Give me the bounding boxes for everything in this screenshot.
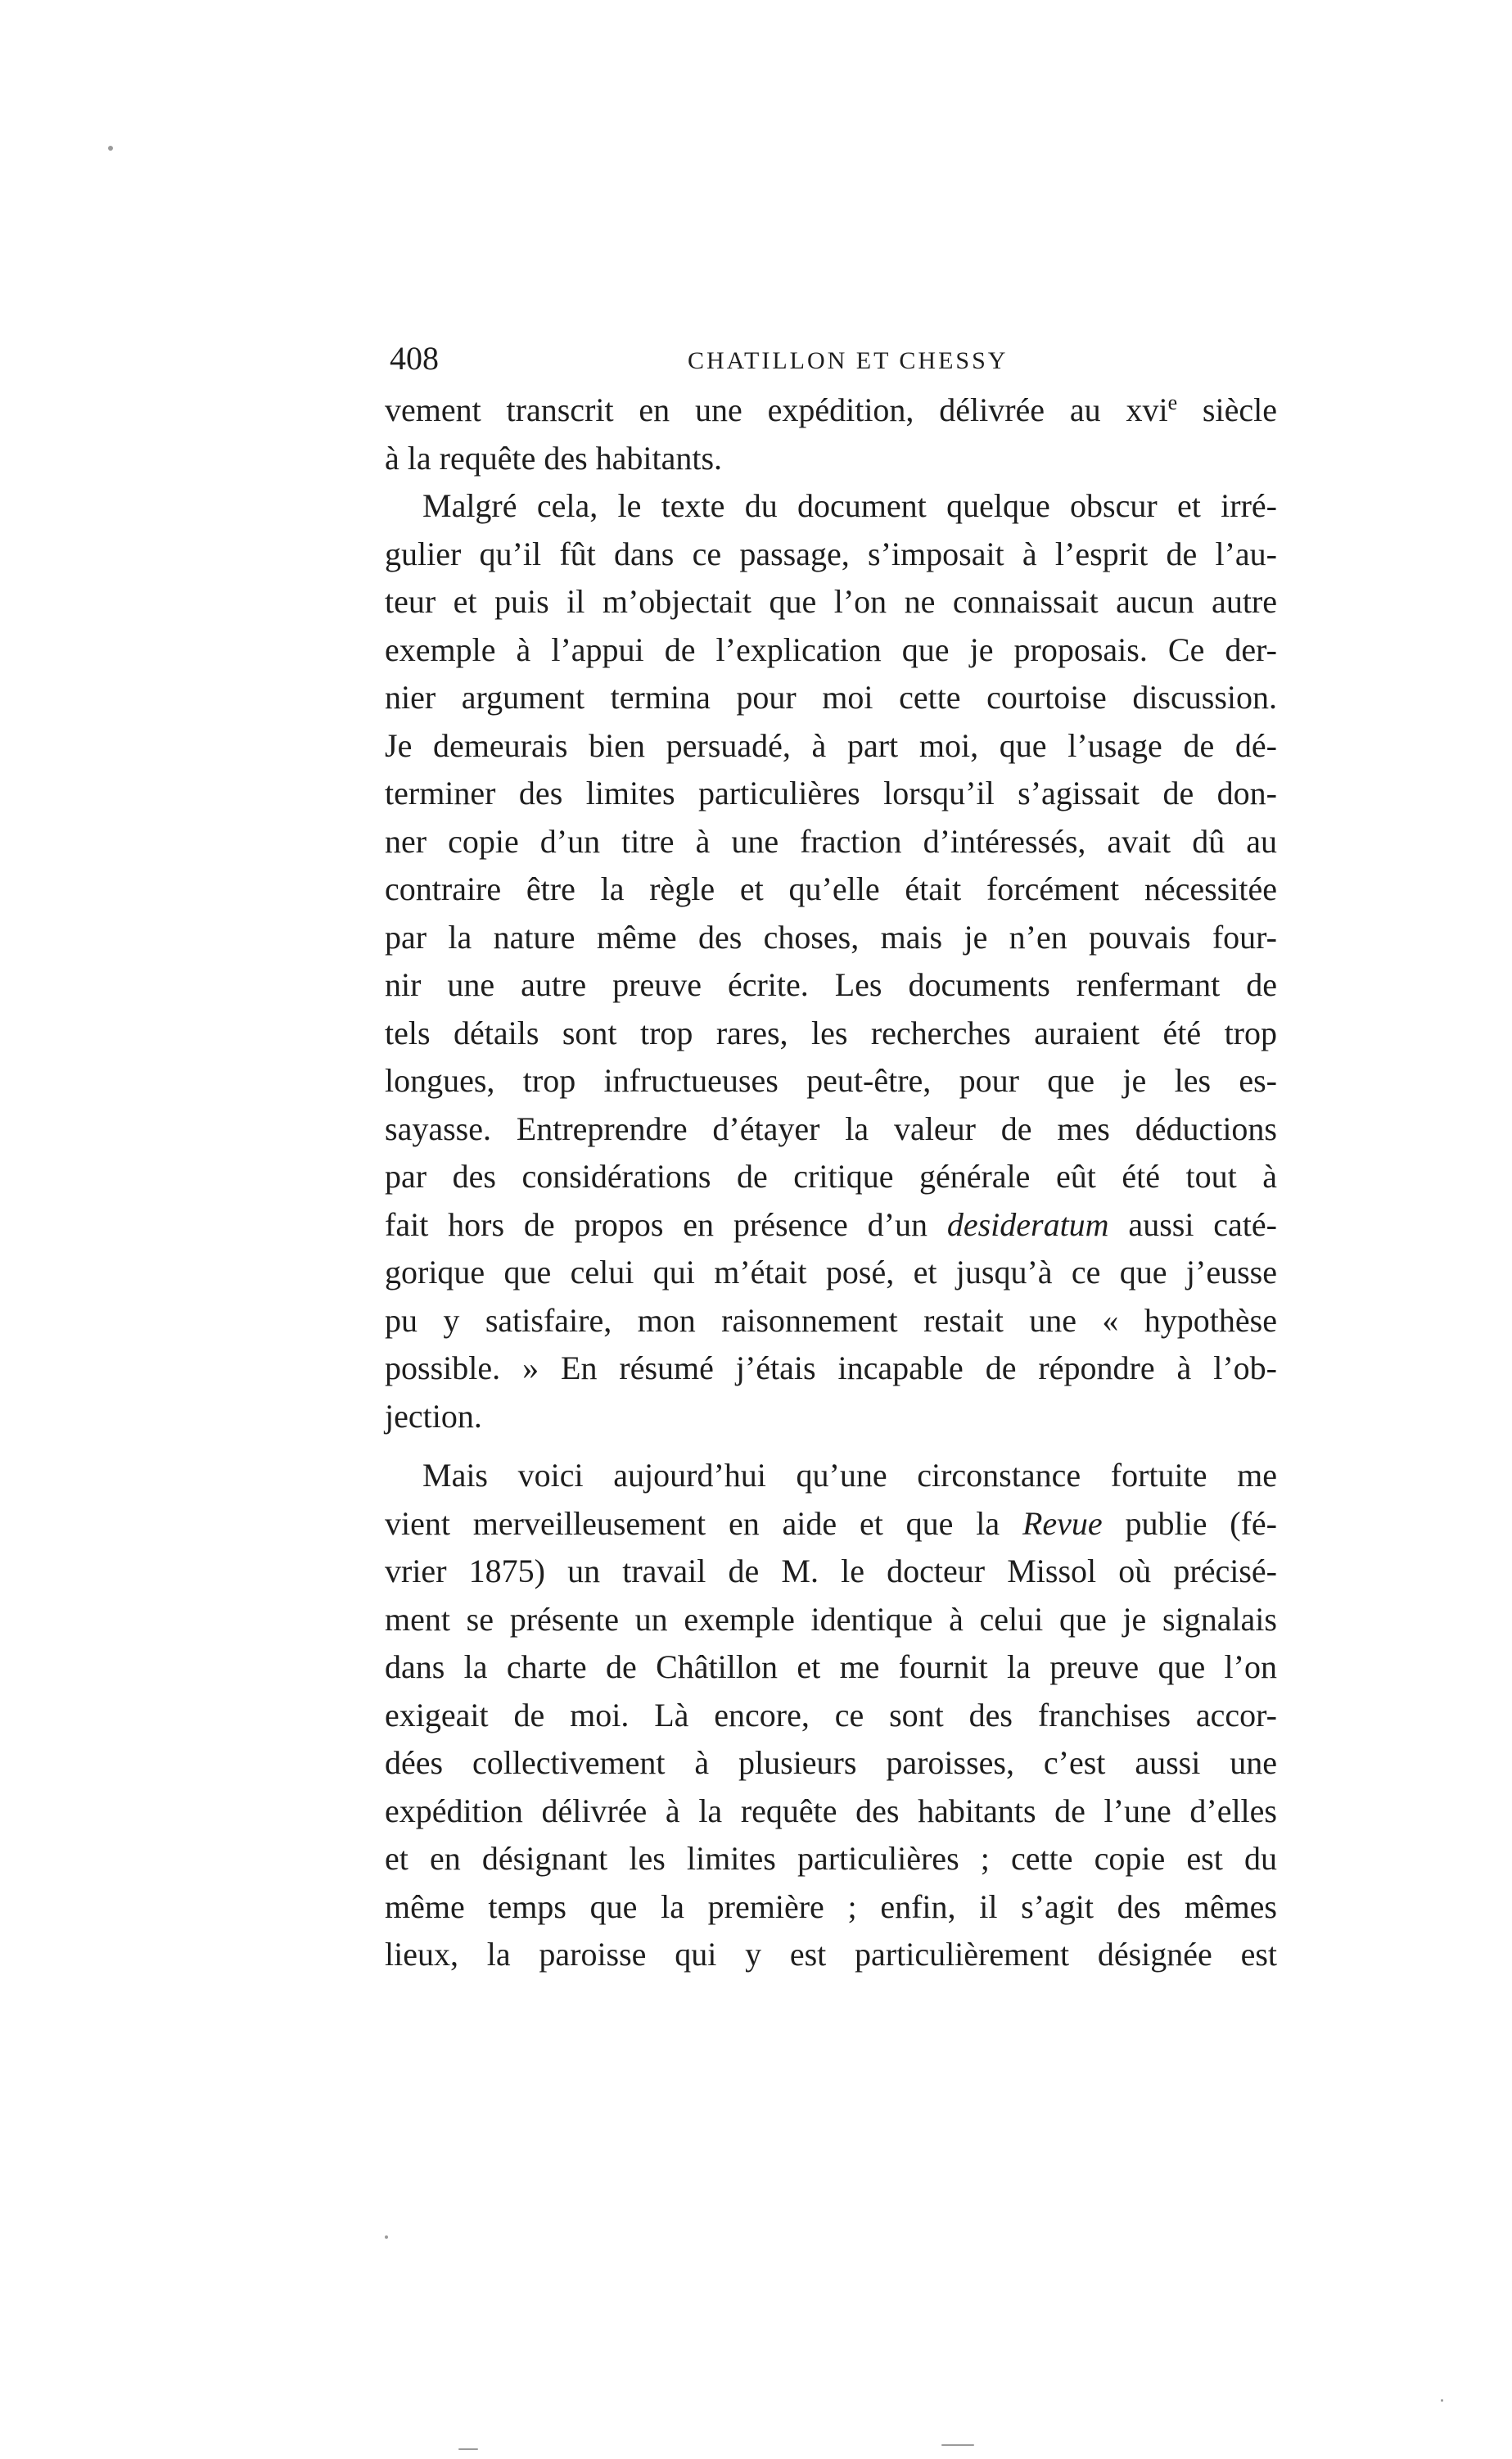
text-line: ment se présente un exemple identique à celui que je signalais bbox=[385, 1600, 1277, 1638]
text-line: longues, trop infructueuses peut-être, pour que je les es- bbox=[385, 1062, 1277, 1099]
body-text bbox=[385, 386, 1277, 1979]
paragraph-start: Malgré cela, le texte du document quelque obscur et irré- bbox=[422, 487, 1277, 524]
text-line: vrier 1875) un travail de M. le docteur Missol où précisé- bbox=[385, 1553, 1277, 1589]
text-line: pu y satisfaire, mon raisonnement restait une « hypothèse bbox=[385, 1301, 1277, 1339]
page-number: 408 bbox=[390, 340, 439, 377]
text-line: contraire être la règle et qu’elle était forcément nécessitée bbox=[385, 870, 1277, 907]
paragraph-start: Mais voici aujourd’hui qu’une circonstance fortuite me bbox=[422, 1457, 1277, 1494]
text-line: à la requête des habitants. bbox=[385, 439, 723, 477]
text-line: possible. » En résumé j’étais incapable de répondre à l’ob- bbox=[385, 1349, 1277, 1386]
italic-term: Revue bbox=[1022, 1504, 1103, 1542]
text-line: nier argument termina pour moi cette courtoise discussion. bbox=[385, 679, 1277, 716]
text-line: expédition délivrée à la requête des habitants de l’une d’elles bbox=[385, 1792, 1277, 1829]
text-line: vement transcrit en une expédition, délivrée au xvi$^e$ siècle bbox=[385, 391, 1277, 428]
text-line: lieux, la paroisse qui y est particulièrement désignée est bbox=[385, 1936, 1277, 1973]
text-line: jection. bbox=[385, 1397, 482, 1435]
scan-speck bbox=[941, 2444, 974, 2446]
page-header bbox=[385, 336, 1277, 385]
text-line: teur et puis il m’objectait que l’on ne connaissait aucun autre bbox=[385, 583, 1277, 620]
text-line: dées collectivement à plusieurs paroisses, c’est aussi une bbox=[385, 1744, 1277, 1781]
text-line: gorique que celui qui m’était posé, et jusqu’à ce que j’eusse bbox=[385, 1254, 1277, 1291]
scan-speck bbox=[385, 2235, 388, 2239]
text-line: par des considérations de critique générale eût été tout à bbox=[385, 1158, 1277, 1195]
text-line: fait hors de propos en présence d’un desideratum aussi caté- bbox=[385, 1205, 1277, 1243]
text-line: dans la charte de Châtillon et me fournit la preuve que l’on bbox=[385, 1648, 1277, 1685]
scan-speck bbox=[458, 2448, 478, 2450]
scan-speck bbox=[1441, 2399, 1443, 2402]
text-line: terminer des limites particulières lorsqu’il s’agissait de don- bbox=[385, 775, 1277, 811]
running-head: CHATILLON ET CHESSY bbox=[688, 347, 1009, 374]
text-line: gulier qu’il fût dans ce passage, s’imposait à l’esprit de l’au- bbox=[385, 535, 1277, 572]
text-line: sayasse. Entreprendre d’étayer la valeur de mes déductions bbox=[385, 1110, 1277, 1147]
text-line: nir une autre preuve écrite. Les documents renfermant de bbox=[385, 966, 1277, 1003]
italic-term: desideratum bbox=[946, 1205, 1109, 1243]
text-line: même temps que la première ; enfin, il s’agit des mêmes bbox=[385, 1887, 1277, 1925]
scan-speck bbox=[108, 146, 113, 151]
text-line: et en désignant les limites particulières ; cette copie est du bbox=[385, 1840, 1277, 1877]
text-line: exigeait de moi. Là encore, ce sont des franchises accor- bbox=[385, 1696, 1277, 1734]
text-line: exemple à l’appui de l’explication que je proposais. Ce der- bbox=[385, 631, 1277, 668]
text-line: tels détails sont trop rares, les recherches auraient été trop bbox=[385, 1014, 1277, 1051]
text-line: vient merveilleusement en aide et que la Revue publie (fé- bbox=[385, 1504, 1277, 1542]
text-line: Je demeurais bien persuadé, à part moi, que l’usage de dé- bbox=[385, 726, 1277, 764]
text-line: ner copie d’un titre à une fraction d’intéressés, avait dû au bbox=[385, 822, 1277, 860]
text-line: par la nature même des choses, mais je n’en pouvais four- bbox=[385, 918, 1277, 956]
